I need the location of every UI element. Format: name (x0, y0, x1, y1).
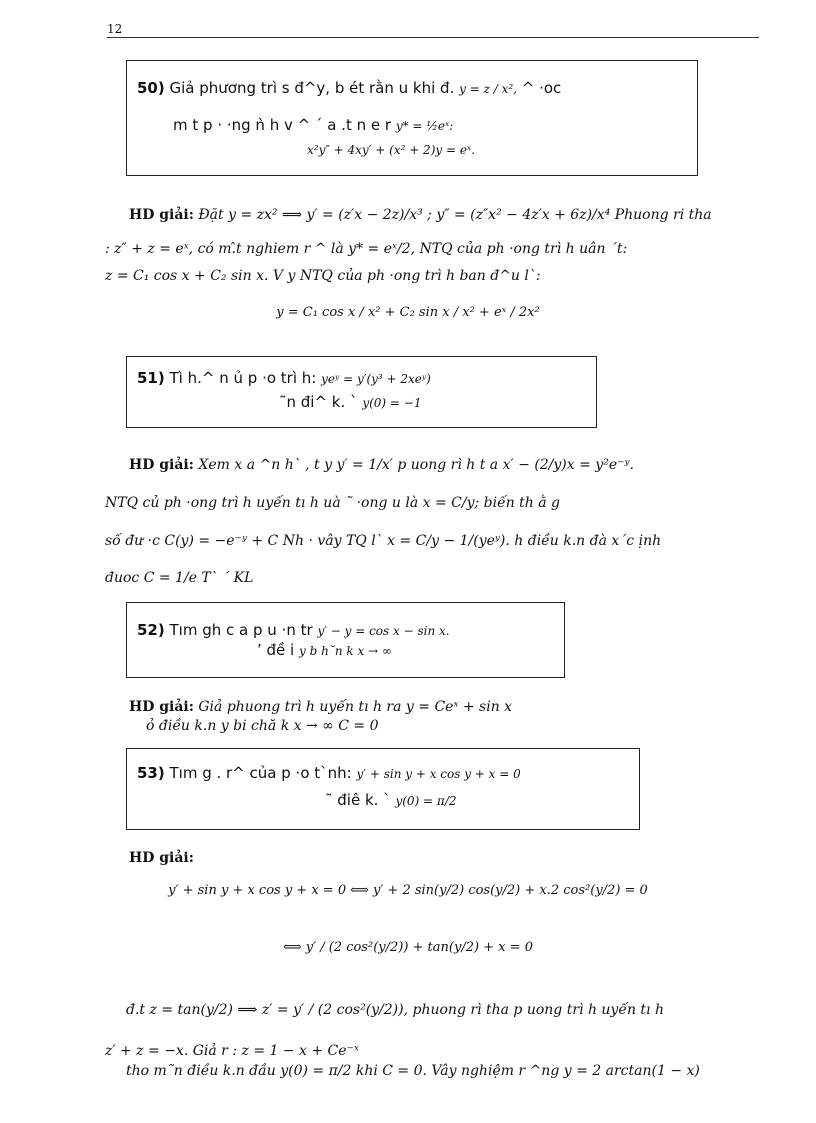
hd-50-line-1 (129, 207, 712, 223)
problem-53-text-1: Tım g . r^ của p ·o t`nh: (169, 764, 352, 782)
problem-52-box (126, 602, 565, 678)
hd-52-line-1 (129, 699, 512, 715)
hd-50-text-1: Đặt y = zx² ⟹ y′ = (z′x − 2z)/x³ ; y″ = (z″x² − 4z′x + 6z)/x⁴ Phuong ri tha (198, 207, 712, 223)
problem-51-eq-2: y(0) = −1 (362, 396, 422, 410)
problem-51-box (126, 356, 597, 428)
problem-50-equation: x²y″ + 4xy′ + (x² + 2)y = eˣ. (307, 143, 476, 157)
hd-53-text-3: tho m˜n điều k.n đầu y(0) = π/2 khi C = 0. Vây nghiệm r ^ng y = 2 arctan(1 − x) (126, 1063, 700, 1079)
problem-50-line-1 (137, 79, 561, 97)
hd-50-text-2: : z″ + z = eˣ, có m.̂t nghiem r ^ là y* = eˣ/2, NTQ của ph ·ong trì h uân ´t: (105, 241, 628, 257)
problem-51-line-1 (137, 369, 431, 387)
problem-53-number: 53) (137, 764, 165, 782)
problem-50-text-1b: ^ ·oc (521, 79, 562, 97)
hd-53-text-2: z′ + z = −x. Giả r : z = 1 − x + Ce⁻ˣ (105, 1043, 359, 1059)
problem-53-line-2 (325, 791, 457, 809)
problem-53-eq-1: y′ + sin y + x cos y + x = 0 (356, 767, 521, 781)
problem-53-line-1 (137, 764, 521, 782)
hd-52-text-1: Giả phuong trì h uyến tı h ra y = Ceˣ + sin x (198, 699, 513, 715)
hd-52-text-2: ỏ điều k.n y bi chă k x → ∞ C = 0 (146, 718, 379, 734)
hd-50-label: HD giải: (129, 207, 194, 223)
problem-52-text-1: Tım gh c a p u ·n tr (169, 621, 313, 639)
hd-51-text-2: NTQ củ ph ·ong trì h uyến tı h uà ˜ ·ong u là x = C/y; biến th ằ g (105, 495, 561, 511)
problem-52-eq-2: y b h˘n k x → ∞ (299, 644, 392, 658)
problem-51-eq-1: yeʸ = y′(y³ + 2xeʸ) (321, 372, 431, 386)
header-rule (107, 37, 759, 38)
hd-50-equation: y = C₁ cos x / x² + C₂ sin x / x² + eˣ / 2x² (276, 305, 540, 320)
hd-51-text-3: số đư ·c C(y) = −e⁻ʸ + C Nh · vây TQ l` x = C/y − 1/(yeʸ). h điều k.n đà x´c ịnh (105, 533, 662, 549)
hd-53-equation-2: ⟺ y′ / (2 cos²(y/2)) + tan(y/2) + x = 0 (283, 940, 533, 955)
problem-50-eq-1: y = z / x², (459, 82, 517, 96)
hd-53-text-1: đ.t z = tan(y/2) ⟹ z′ = y′ / (2 cos²(y/2)), phuong rì tha p uong trì h uyến tı h (126, 1002, 664, 1018)
problem-53-text-2: ˜ điê k. ` (325, 791, 391, 809)
hd-53-label: HD giải: (129, 850, 194, 866)
problem-51-number: 51) (137, 369, 165, 387)
problem-50-line-2 (173, 116, 453, 134)
problem-50-text-1: Giả phương trì s đ^y, b ét rằn u khi đ. (169, 79, 455, 97)
problem-51-line-2 (279, 393, 421, 411)
problem-52-number: 52) (137, 621, 165, 639)
hd-53-equation-1: y′ + sin y + x cos y + x = 0 ⟺ y′ + 2 sin(y/2) cos(y/2) + x.2 cos²(y/2) = 0 (168, 883, 648, 898)
problem-52-eq-1: y′ − y = cos x − sin x. (317, 624, 450, 638)
problem-50-eq-2: y* = ½eˣ: (395, 119, 454, 133)
problem-53-box (126, 748, 640, 830)
problem-51-text-1: Tì h.^ n ủ p ·o trì h: (169, 369, 317, 387)
hd-51-text-4: đuoc C = 1/e T` ´ KL (105, 570, 254, 586)
page-number: 12 (107, 22, 123, 36)
hd-50-text-3: z = C₁ cos x + C₂ sin x. V y NTQ của ph ·ong trì h ban đ^u l`: (105, 268, 541, 284)
hd-51-text-1: Xem x a ^n h` , t y y′ = 1/x′ p uong rì h t a x′ − (2/y)x = y²e⁻ʸ. (198, 457, 634, 473)
problem-52-line-2 (257, 641, 392, 659)
problem-53-eq-2: y(0) = π/2 (395, 794, 457, 808)
problem-50-text-2: m t p · ·ng ǹ h v ^ ´ a .t n e r (173, 116, 392, 134)
problem-50-number: 50) (137, 79, 165, 97)
hd-51-label: HD giải: (129, 457, 194, 473)
problem-52-text-2: ’ đề i (257, 641, 295, 659)
hd-52-label: HD giải: (129, 699, 194, 715)
problem-50-box (126, 60, 698, 176)
hd-51-line-1 (129, 457, 634, 473)
problem-51-text-2: ˜n đi^ k. ` (279, 393, 358, 411)
problem-52-line-1 (137, 621, 450, 639)
